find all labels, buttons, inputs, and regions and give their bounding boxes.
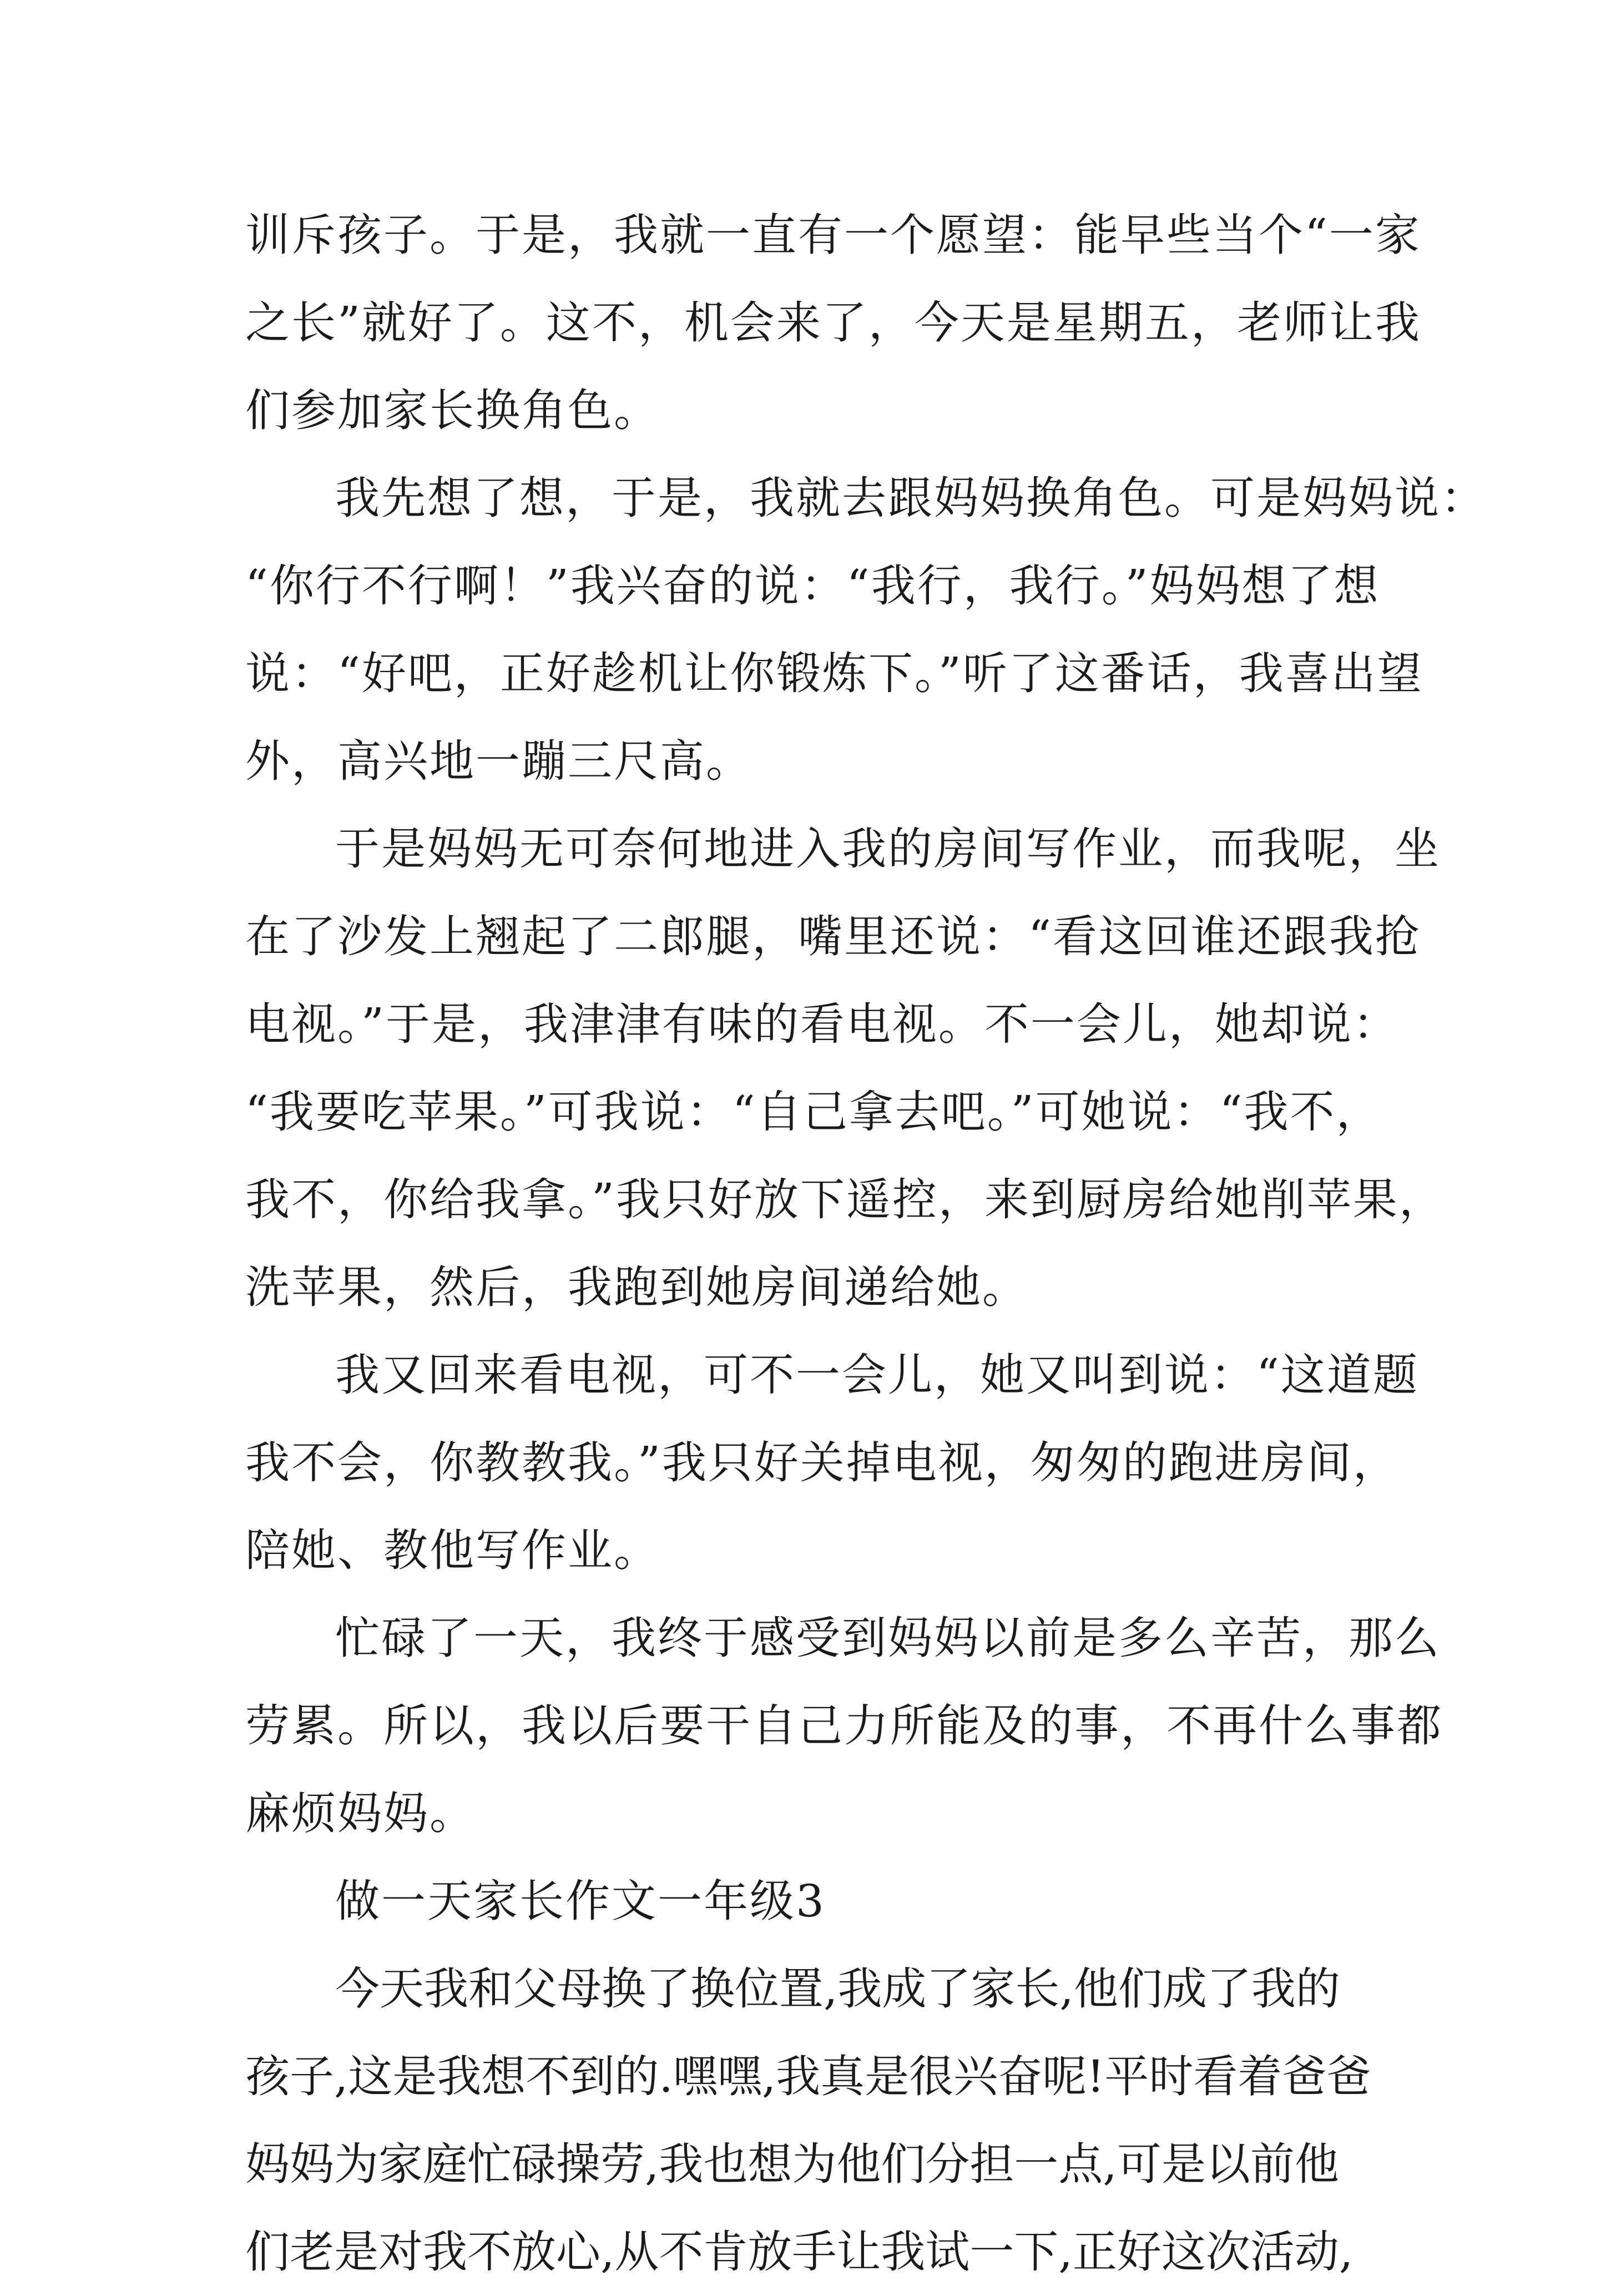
paragraph-start-line: 我先想了想，于是，我就去跟妈妈换角色。可是妈妈说： [335, 472, 1487, 524]
text-line: 洗苹果，然后，我跑到她房间递给她。 [245, 1261, 1028, 1313]
text-line: 我不，你给我拿。”我只好放下遥控，来到厨房给她削苹果， [245, 1174, 1445, 1225]
paragraph-start-line: 我又回来看电视，可不一会儿，她又叫到说：“这道题 [335, 1349, 1419, 1401]
text-line: 外，高兴地一蹦三尺高。 [245, 735, 752, 787]
text-line: 陪她、教他写作业。 [245, 1525, 660, 1576]
text-line: 训斥孩子。于是，我就一直有一个愿望：能早些当个“一家 [245, 209, 1421, 261]
paragraph-start-line: 忙碌了一天，我终于感受到妈妈以前是多么辛苦，那么 [335, 1612, 1441, 1664]
text-line: 说：“好吧，正好趁机让你锻炼下。”听了这番话，我喜出望 [245, 648, 1423, 699]
text-line: 们老是对我不放心,从不肯放手让我试一下,正好这次活动, [245, 2226, 1354, 2278]
text-line: 我不会，你教教我。”我只好关掉电视，匆匆的跑进房间， [245, 1437, 1399, 1488]
text-line: “你行不行啊！”我兴奋的说：“我行，我行。”妈妈想了想 [245, 560, 1380, 612]
paragraph-start-line: 于是妈妈无可奈何地进入我的房间写作业，而我呢，坐 [335, 823, 1441, 875]
text-line: 妈妈为家庭忙碌操劳,我也想为他们分担一点,可是以前他 [245, 2138, 1339, 2190]
text-line: 在了沙发上翘起了二郎腿，嘴里还说：“看这回谁还跟我抢 [245, 911, 1421, 962]
text-line: 麻烦妈妈。 [245, 1788, 476, 1839]
text-line: 电视。”于是，我津津有味的看电视。不一会儿，她却说： [245, 998, 1399, 1050]
text-line: “我要吃苹果。”可我说：“自己拿去吧。”可她说：“我不， [245, 1086, 1382, 1138]
paragraph-start-line: 今天我和父母换了换位置,我成了家长,他们成了我的 [335, 1963, 1340, 2015]
essay-body [245, 191, 1487, 2296]
text-line: 劳累。所以，我以后要干自己力所能及的事，不再什么事都 [245, 1700, 1443, 1752]
text-line: 们参加家长换角色。 [245, 385, 660, 436]
text-line: 之长”就好了。这不，机会来了，今天是星期五，老师让我 [245, 297, 1421, 349]
section-heading: 做一天家长作文一年级3 [335, 1875, 826, 1927]
text-line: 孩子,这是我想不到的.嘿嘿,我真是很兴奋呢!平时看着爸爸 [245, 2051, 1371, 2102]
